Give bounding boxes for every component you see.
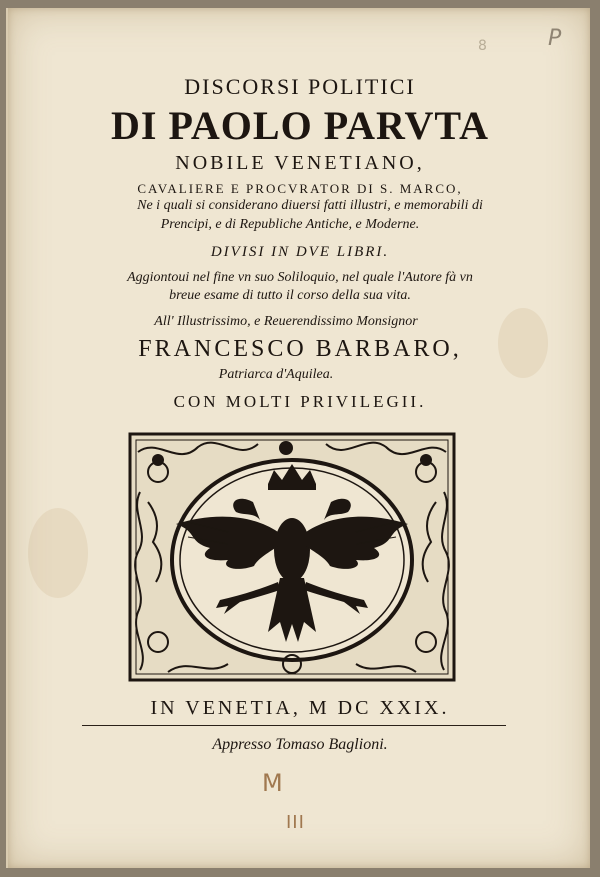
description-line-1: Ne i quali si considerano diuersi fatti illustri, e memorabili di bbox=[137, 198, 483, 213]
title-line-1: DISCORSI POLITICI bbox=[184, 74, 416, 99]
library-stamp-mark: M bbox=[262, 769, 283, 797]
imprint-place-date: IN VENETIA, M DC XXIX. bbox=[150, 697, 450, 719]
shelf-mark: III bbox=[286, 812, 305, 833]
divider bbox=[82, 725, 506, 726]
dedicatee-title: Patriarca d'Aquilea. bbox=[218, 367, 334, 382]
dedication-line: All' Illustrissimo, e Reuerendissimo Monsignor bbox=[154, 314, 418, 329]
aggiunta-line-2: breue esame di tutto il corso della sua vita. bbox=[169, 288, 411, 303]
nobility-line: NOBILE VENETIANO, bbox=[175, 152, 425, 174]
faint-handwritten-mark: 8 bbox=[478, 38, 487, 54]
printer-device-emblem bbox=[128, 432, 456, 682]
divisi-line: DIVISI IN DVE LIBRI. bbox=[210, 244, 390, 260]
printer-line: Appresso Tomaso Baglioni. bbox=[212, 736, 388, 753]
description-line-2: Prencipi, e di Republiche Antiche, e Moderne. bbox=[160, 217, 420, 232]
dedicatee-name: FRANCESCO BARBARO, bbox=[138, 336, 462, 362]
office-line: CAVALIERE E PROCVRATOR DI S. MARCO, bbox=[137, 181, 463, 196]
handwritten-mark-top-right: P bbox=[548, 26, 562, 51]
author-line: DI PAOLO PARVTA bbox=[110, 103, 490, 148]
privileges-line: CON MOLTI PRIVILEGII. bbox=[173, 392, 427, 411]
aggiunta-line-1: Aggiontoui nel fine vn suo Soliloquio, nel quale l'Autore fà vn bbox=[127, 270, 473, 285]
